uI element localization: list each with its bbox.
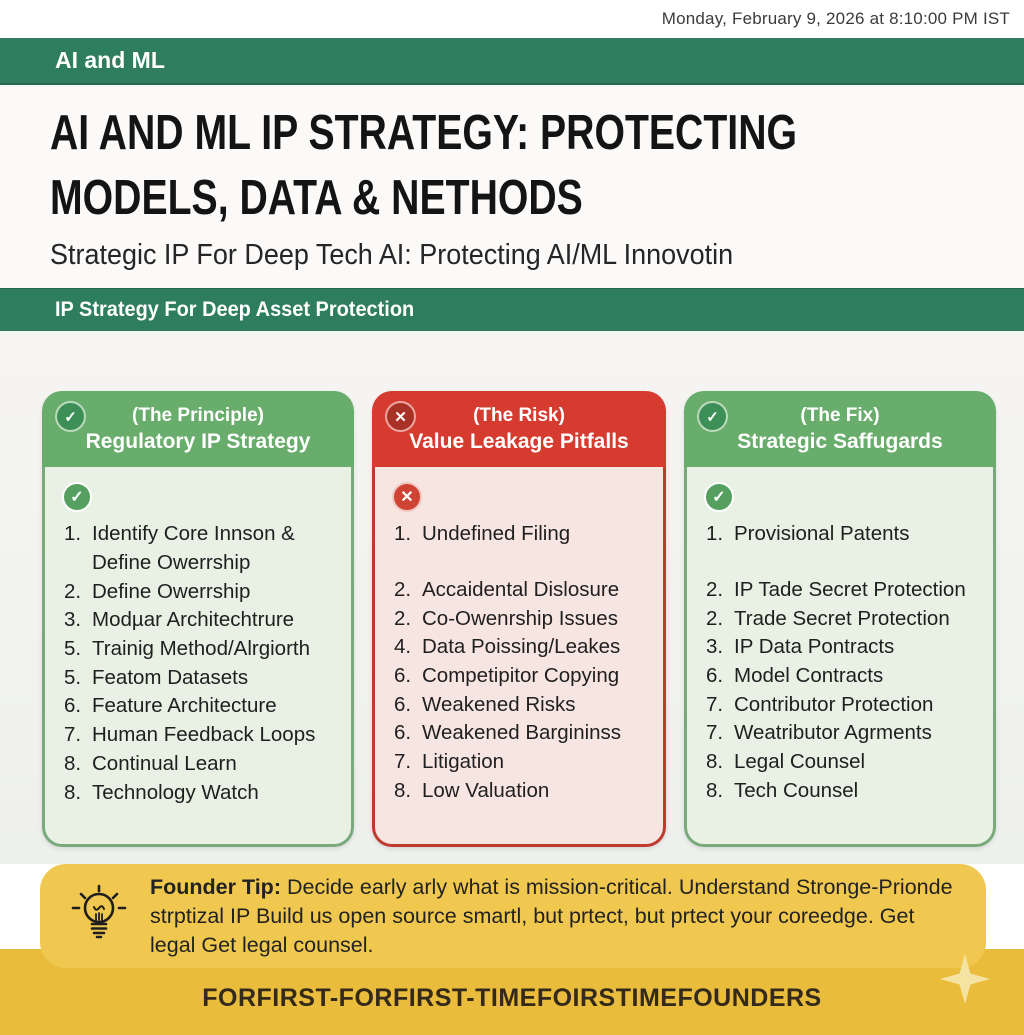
card-title: Value Leakage Pitfalls xyxy=(409,429,629,453)
category-banner-label: AI and ML xyxy=(55,47,165,73)
fix-card xyxy=(684,391,996,847)
x-icon: ✕ xyxy=(387,403,414,430)
top-bar xyxy=(0,0,1024,38)
list-item: 7. Human Feedback Loops xyxy=(64,723,316,747)
fix-card-body xyxy=(684,467,996,847)
list-item: 2. Co-Owenrship Issues xyxy=(394,606,618,630)
page-title xyxy=(50,101,1024,231)
x-icon: ✕ xyxy=(392,482,422,512)
list-item: 2. IP Tade Secret Protection xyxy=(706,578,966,601)
footer-section xyxy=(0,864,1024,1035)
page-subtitle: Strategic IP For Deep Tech AI: Protecting AI/ML Innovotin xyxy=(50,239,734,272)
section-banner-label: IP Strategy For Deep Asset Protection xyxy=(55,298,415,322)
founder-tip-label: Founder Tip: xyxy=(150,875,281,900)
list-item: 6. Competipitor Copying xyxy=(394,664,620,688)
list-item: 7. Litigation xyxy=(394,750,505,774)
list-item: 1. Undefined Filing xyxy=(394,522,571,546)
fix-list xyxy=(702,520,985,805)
list-item: 6. Model Contracts xyxy=(706,664,884,688)
principle-card-body xyxy=(42,467,354,847)
card-label: (The Risk) xyxy=(473,404,565,426)
list-item: 4. Data Poissing/Leakes xyxy=(394,635,621,659)
list-item: 1. Identify Core Innson & Define Owerrship xyxy=(64,522,295,574)
list-item: 8. Technology Watch xyxy=(64,780,259,804)
page-title-line-1: AI AND ML IP STRATEGY: PROTECTING xyxy=(50,106,798,160)
list-item: 8. Low Valuation xyxy=(394,778,550,802)
list-item: 3. IP Data Pontracts xyxy=(706,635,895,659)
list-item: 7. Weatributor Agrments xyxy=(706,721,932,745)
list-item: 5. Trainig Method/Alrgiorth xyxy=(64,637,311,661)
page-title-line-2: MODELS, DATA & NETHODS xyxy=(50,171,583,226)
card-label: (The Principle) xyxy=(132,404,264,426)
fix-card-header xyxy=(684,391,996,467)
risk-card-header xyxy=(372,391,666,467)
cards-section xyxy=(0,331,1024,864)
list-item: 5. Featom Datasets xyxy=(64,665,249,689)
principle-card xyxy=(42,391,354,847)
founder-tip-body: Decide early arly what is mission-critical. Understand Stronge-Prionde strptizal IP Build us open source smartl, but prtect, but prtect your coreedge. Get legal Get legal counsel. xyxy=(150,875,953,957)
card-label: (The Fix) xyxy=(800,404,880,426)
list-item: 8. Continual Learn xyxy=(64,751,237,775)
footer-banner-text: FORFIRST-FORFIRST-TIMEFOIRSTIMEFOUNDERS xyxy=(202,984,822,1013)
list-item: 8. Tech Counsel xyxy=(706,778,859,802)
section-banner xyxy=(0,288,1024,331)
check-icon: ✓ xyxy=(699,403,726,430)
check-icon: ✓ xyxy=(704,482,734,512)
lightbulb-icon xyxy=(62,882,136,950)
risk-card-body xyxy=(372,467,666,847)
principle-card-header xyxy=(42,391,354,467)
card-title: Strategic Saffugards xyxy=(737,429,943,453)
list-item: 8. Legal Counsel xyxy=(706,750,866,774)
title-section xyxy=(0,85,1024,288)
list-item: 2. Define Owerrship xyxy=(64,579,251,603)
list-item: 2. Trade Secret Protection xyxy=(706,606,950,630)
card-title: Regulatory IP Strategy xyxy=(85,429,311,453)
list-item: 6. Weakened Risks xyxy=(394,692,576,716)
list-item: 6. Weakened Bargininss xyxy=(394,721,622,745)
list-item: 1. Provisional Patents xyxy=(706,522,910,546)
list-item: 2. Accaidental Dislosure xyxy=(394,578,620,601)
sparkle-icon xyxy=(938,952,992,1011)
check-icon: ✓ xyxy=(57,403,84,430)
timestamp: Monday, February 9, 2026 at 8:10:00 PM IST xyxy=(661,9,1010,28)
list-item: 6. Feature Architecture xyxy=(64,694,277,718)
risk-card xyxy=(372,391,666,847)
founder-tip-text xyxy=(150,873,960,959)
principle-list xyxy=(60,520,343,807)
category-banner xyxy=(0,38,1024,85)
list-item: 3. Modµar Architechtrure xyxy=(64,608,295,632)
check-icon: ✓ xyxy=(62,482,92,512)
list-item: 7. Contributor Protection xyxy=(706,692,934,716)
founder-tip-box xyxy=(40,864,986,968)
risk-list xyxy=(390,520,655,805)
